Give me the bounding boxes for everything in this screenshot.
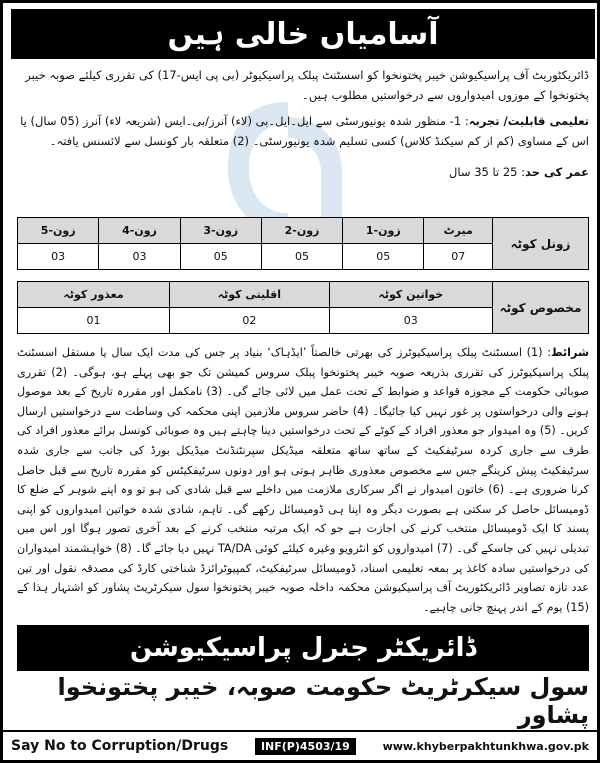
zonal-quota-table xyxy=(17,217,589,270)
special-value-minority: 02 xyxy=(170,308,330,334)
zonal-header-zone4: زون-4 xyxy=(99,218,180,244)
zonal-header-merit: میرٹ xyxy=(424,218,493,244)
website-link[interactable]: www.khyberpakhtunkhwa.gov.pk xyxy=(382,739,589,753)
zonal-header-zone5: زون-5 xyxy=(18,218,99,244)
zonal-value-zone3: 05 xyxy=(180,244,261,270)
signature-title: ڈائریکٹر جنرل پراسیکیوشن xyxy=(129,633,477,663)
age-limit-section xyxy=(17,163,589,181)
special-header-minority: اقلیتی کوٹہ xyxy=(170,282,330,308)
signature-title-banner xyxy=(17,625,589,671)
anti-corruption-slogan: Say No to Corruption/Drugs xyxy=(11,738,229,754)
zonal-value-zone1: 05 xyxy=(343,244,424,270)
zonal-value-merit: 07 xyxy=(424,244,493,270)
banner-title: آسامیاں خالی ہیں xyxy=(167,16,439,52)
zonal-value-zone2: 05 xyxy=(261,244,342,270)
intro-paragraph: ڈائریکٹوریٹ آف پراسیکیوشن خیبر پختونخوا کو اسسٹنٹ پبلک پراسیکیوٹر (بی پی ایس-17) کی تقرری کیلئے صوبہ خیبر پختونخوا کے موزوں امیدواروں سے درخواستیں مطلوب ہیں۔ xyxy=(25,68,589,102)
zonal-header-zone1: زون-1 xyxy=(343,218,424,244)
special-value-women: 03 xyxy=(329,308,492,334)
zonal-value-zone5: 03 xyxy=(18,244,99,270)
terms-text: : (1) اسسٹنٹ پبلک پراسیکیوٹرز کی بھرتی خالصتاً ’ایڈہاک‘ بنیاد پر جس کی مدت ایک سال یا مستقل اسسٹنٹ پبلک پراسیکیوٹرز کی تقرری بذریعہ صوبہ خیبر پختونخوا پبلک سروس کمیشن تک جو بھی پہلے ہو، ہوگی۔ (2) تقرری صوبائی حکومت کے مجوزہ قواعد و ضوابط کے تحت عمل میں لائی جائے گی۔ (3) نامکمل اور مقررہ تاریخ کے بعد موصول ہونے والی درخواستوں پر غور نہیں کیا جائیگا۔ (4) حاضر سروس ملازمین اپنی محکمہ کی وساطت سے درخواستیں ارسال کریں۔ (5) وہ امیدوار جو معذور افراد کے کوٹے کے تحت درخواستیں دینا چاہتے ہیں وہ صوبائی کونسل برائے معذور افراد کی طرف سے جاری کردہ سرٹیفکیٹ کے ساتھ ساتھ متعلقہ میڈیکل سپرنٹنڈنٹ میڈیکل بورڈ کی جانب سے جاری شدہ سرٹیفکیٹ پیش کرینگے جس سے مخصوص معذوری ظاہر ہوتی ہو اور دونوں سرٹیفکیٹس کو مقررہ تاریخ سے قبل حاصل کرنا ضروری ہے۔ (6) خاتون امیدوار نے اگر سرکاری ملازمت میں داخلے سے قبل شادی کی ہو تو وہ اپنے شوہر کے ضلع کا ڈومیسائل حاصل کر سکتی ہے بصورت دیگر وہ اپنا ہی ڈومیسائل رکھے گی۔ تاہم، شادی شدہ خواتین امیدواروں کو اپنی پسند کا ایک ڈومیسائل منتخب کرنے کی اجازت ہے جو کہ ایک مرتبہ منتخب کرنے کے بعد آخری تصور ہوگا اور اس میں تبدیلی نہیں کی جاسکے گی۔ (7) امیدواروں کو انٹرویو وغیرہ کیلئے کوئی TA/DA نہیں دیا جائے گا۔ (8) خواہشمند امیدواران کی درخواستیں سادہ کاغذ پر بمعہ تعلیمی اسناد، ڈومیسائل سرٹیفکیٹ، کمپیوٹرائزڈ شناختی کارڈ کی مصدقہ نقول اور تین عدد تازہ تصاویر ڈائریکٹوریٹ آف پراسیکیوشن محکمہ داخلہ صوبہ خیبر پختونخوا سول سیکرٹریٹ پشاور کو اشتہار ہذا کے (15) یوم کے اندر پہنچ جانی چاہیے۔ xyxy=(17,346,590,614)
special-header-disabled: معذور کوٹہ xyxy=(18,282,170,308)
qualification-text: : 1- منظور شدہ یونیورسٹی سے ایل۔ایل۔بی (لاء) آنرز/بی۔ایس (شریعہ لاء) آنرز (05 سال) یا اس کے مساوی (کم از کم سیکنڈ کلاس) کسی تسلیم شدہ یونیورسٹی۔ (2) متعلقہ بار کونسل سے لائسنس یافتہ۔ xyxy=(20,114,589,148)
vacancies-banner xyxy=(11,9,595,59)
age-limit-value: : 25 تا 35 سال xyxy=(449,165,526,179)
zonal-value-zone4: 03 xyxy=(99,244,180,270)
qualification-section xyxy=(17,111,589,151)
special-quota-table xyxy=(17,281,589,334)
zonal-quota-label: زونل کوٹہ xyxy=(493,218,589,270)
special-quota-label: مخصوص کوٹہ xyxy=(493,282,589,334)
age-limit-label: عمر کی حد xyxy=(525,165,589,179)
terms-section xyxy=(17,343,589,617)
signature-address-text: سول سیکرٹریٹ حکومت صوبہ، خیبر پختونخوا پشاور xyxy=(57,673,589,729)
special-header-women: خواتین کوٹہ xyxy=(329,282,492,308)
zonal-header-zone2: زون-2 xyxy=(261,218,342,244)
qualification-label: تعلیمی قابلیت/ تجربہ xyxy=(468,114,589,128)
footer-bar xyxy=(3,730,597,760)
reference-number: INF(P)4503/19 xyxy=(255,738,356,755)
zonal-header-zone3: زون-3 xyxy=(180,218,261,244)
special-value-disabled: 01 xyxy=(18,308,170,334)
signature-address xyxy=(17,673,589,729)
terms-label: شرائط xyxy=(551,346,589,359)
